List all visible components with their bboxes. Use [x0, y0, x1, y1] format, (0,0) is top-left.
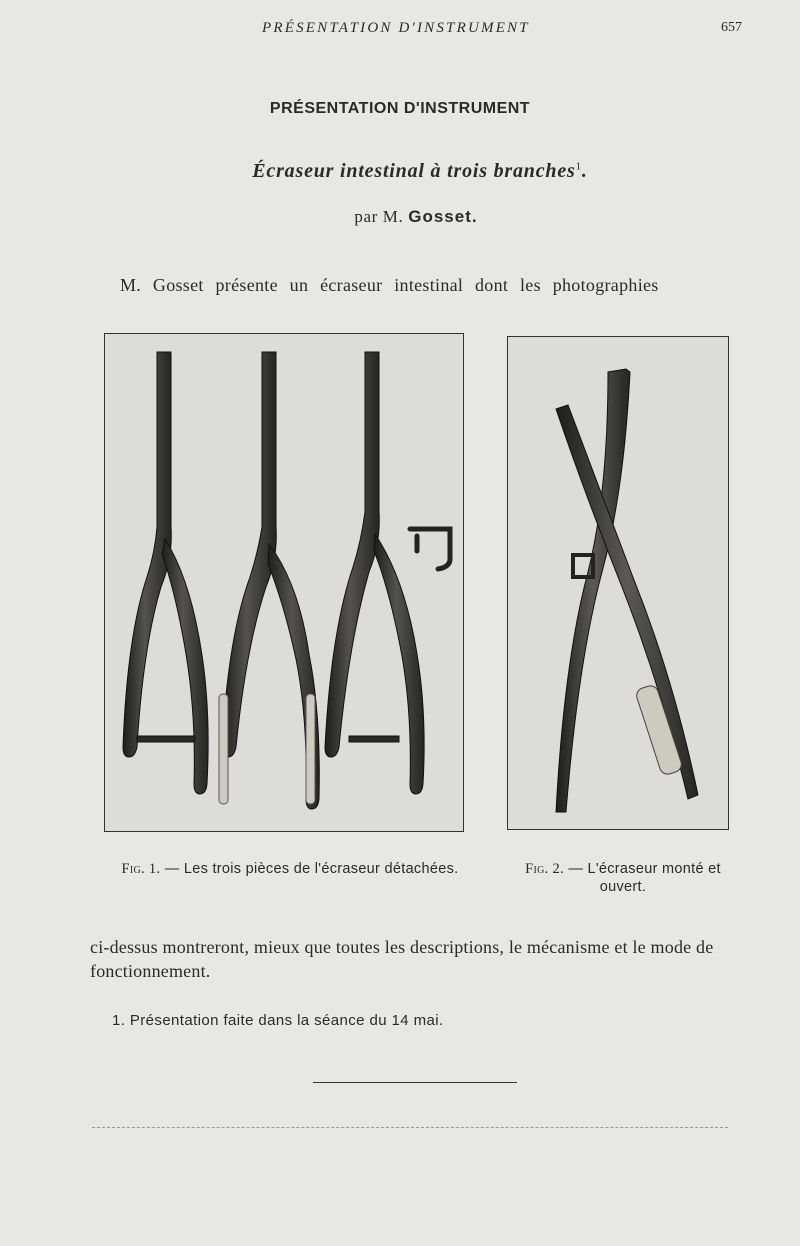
running-header: [0, 18, 800, 42]
figure-1-caption-text: — Les trois pièces de l'écraseur détachées.: [164, 861, 459, 877]
running-title: PRÉSENTATION D'INSTRUMENT: [262, 20, 530, 36]
figure-2-label: Fig. 2.: [525, 861, 564, 877]
footnote: 1. Présentation faite dans la séance du 14 mai.: [112, 1012, 444, 1029]
article-title-end: .: [581, 160, 588, 182]
article-title-text: Écraseur intestinal à trois branches: [252, 160, 576, 182]
figure-2-photo: [507, 336, 729, 830]
footnote-marker: 1: [575, 160, 582, 173]
section-title: PRÉSENTATION D'INSTRUMENT: [269, 100, 531, 117]
figure-2-caption-text: — L'écraseur monté et ouvert.: [568, 861, 721, 895]
body-paragraph-1: M. Gosset présente un écraseur intestinal dont les photographies: [120, 275, 659, 295]
figure-1-illustration: [105, 334, 463, 831]
body-paragraph-2: ci-dessus montreront, mieux que toutes les descriptions, le mécanisme et le mode de fonctionnement.: [90, 937, 714, 981]
instrument-piece-3: [325, 352, 424, 794]
instrument-piece-2: [219, 352, 319, 809]
figure-1-caption: [120, 860, 460, 878]
clip-attachment: [410, 529, 450, 569]
section-end-rule: [313, 1082, 517, 1083]
author-line: [0, 207, 800, 227]
page-number: 657: [721, 20, 742, 35]
author-name: Gosset.: [408, 207, 478, 226]
article-title: [0, 160, 800, 183]
figure-2-illustration: [508, 337, 728, 829]
figure-1-label: Fig. 1.: [121, 861, 161, 877]
assembled-instrument: [556, 369, 698, 812]
figure-1-photo: [104, 333, 464, 832]
author-prefix: par M.: [354, 207, 404, 226]
bleed-through-rule: [92, 1127, 728, 1128]
figure-2-caption: [503, 860, 743, 896]
instrument-piece-1: [123, 352, 208, 794]
